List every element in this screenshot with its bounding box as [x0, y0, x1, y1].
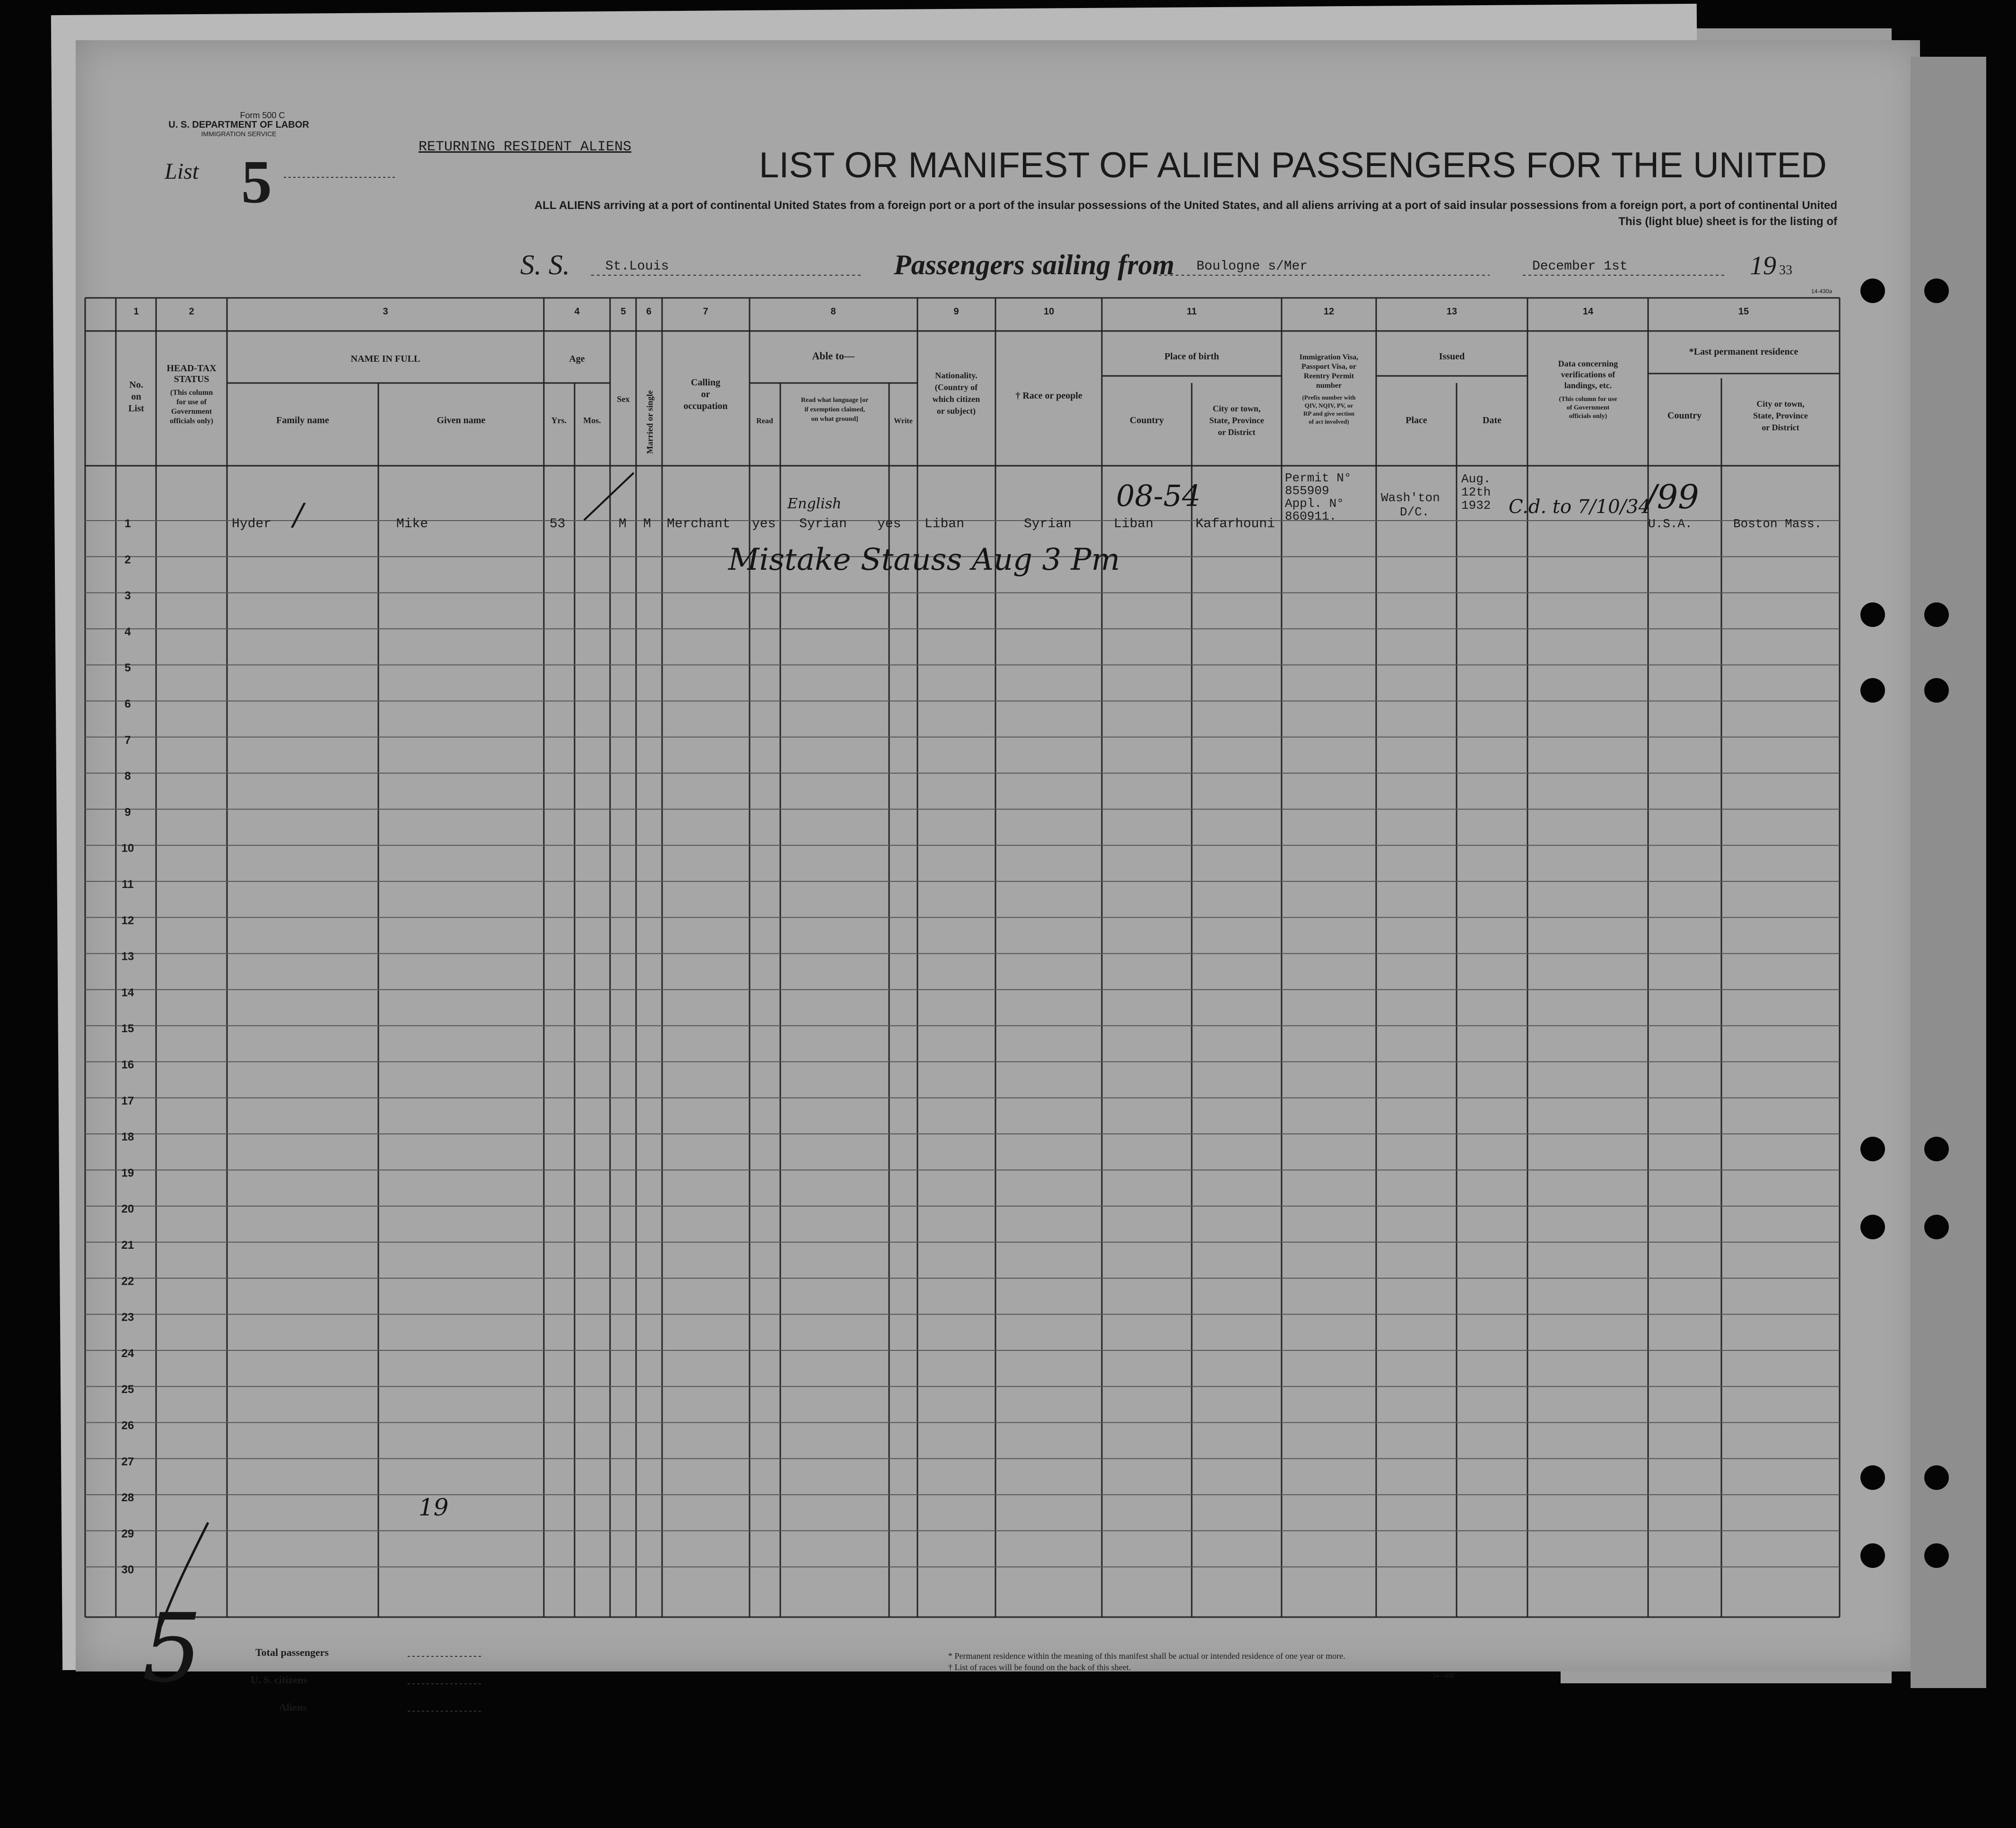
subtitle-line-2: This (light blue) sheet is for the listing of [1618, 215, 1837, 228]
column-number: 13 [1446, 306, 1457, 317]
handwritten-verification-note: C.d. to 7/10/34 [1509, 496, 1650, 518]
row-number: 6 [124, 697, 131, 711]
race: Syrian [1024, 517, 1072, 531]
footnote-residence: * Permanent residence within the meaning of this manifest shall be actual or intended residence of one year or more. [948, 1651, 1345, 1661]
svg-text:for use of: for use of [176, 398, 207, 406]
row-number: 21 [121, 1239, 134, 1252]
header-issued: Issued [1439, 351, 1465, 362]
svg-text:RP and give section: RP and give section [1303, 410, 1354, 417]
language: Syrian [799, 517, 847, 531]
manifest-title: LIST OR MANIFEST OF ALIEN PASSENGERS FOR THE UNITED [759, 145, 1827, 185]
column-number: 11 [1187, 306, 1197, 317]
row-number: 17 [121, 1094, 134, 1107]
header-sex: Sex [617, 394, 630, 404]
svg-text:on what ground]: on what ground] [811, 416, 858, 423]
header-pob-city: City or town, [1213, 404, 1261, 413]
row-number: 11 [122, 878, 134, 891]
row-number: 25 [121, 1383, 134, 1396]
corner-code: 14-430a [1811, 288, 1833, 295]
row-number: 29 [121, 1527, 134, 1541]
header-place-of-birth: Place of birth [1164, 351, 1219, 362]
subtitle-line-1: ALL ALIENS arriving at a port of continental United States from a foreign port or a port of the insular possessions of the United States, and all aliens arriving at a port of said insular possessions from a foreign port, a port of continental United [534, 199, 1837, 212]
handwritten-english: English [787, 496, 842, 512]
header-age: Age [569, 354, 585, 364]
row-number: 19 [121, 1166, 134, 1180]
header-mos: Mos. [583, 416, 601, 425]
header-no: No. [129, 380, 143, 390]
header-given-name: Given name [436, 415, 486, 426]
row-number: 14 [121, 986, 134, 999]
svg-text:or District: or District [1218, 427, 1256, 437]
permit-line-2: 855909 [1285, 484, 1329, 498]
column-number: 7 [703, 306, 708, 317]
can-write: yes [877, 517, 901, 531]
svg-text:landings, etc.: landings, etc. [1564, 381, 1612, 390]
svg-text:Passport Visa, or: Passport Visa, or [1301, 363, 1356, 371]
column-number: 2 [189, 306, 194, 317]
list-label: List [165, 159, 199, 184]
occupation: Merchant [667, 517, 731, 531]
row-number: 22 [121, 1275, 134, 1288]
header-read-language: Read what language [or [801, 397, 869, 404]
row-number: 4 [124, 625, 131, 638]
lr-country: U.S.A. [1648, 517, 1693, 531]
issued-place-line-1: Wash'ton [1381, 491, 1440, 505]
manifest-footer [251, 1646, 1455, 1713]
header-race: † Race or people [1015, 391, 1082, 401]
row-rules [85, 521, 1840, 1567]
row-number: 7 [124, 733, 131, 747]
row-number: 30 [121, 1563, 134, 1576]
header-lr-country: Country [1667, 410, 1702, 421]
svg-text:verifications of: verifications of [1561, 370, 1615, 379]
departure-port: Boulogne s/Mer [1196, 259, 1308, 274]
handwritten-pob-note: 08-54 [1116, 479, 1201, 513]
row-number: 28 [121, 1491, 134, 1505]
ss-label: S. S. [520, 249, 570, 280]
header-write: Write [894, 417, 913, 425]
pob-city: Kafarhouni [1196, 517, 1275, 531]
column-number: 12 [1323, 306, 1335, 317]
handwritten-annotations [142, 473, 1699, 1704]
row-number: 26 [121, 1419, 134, 1432]
issued-place-line-2: D/C. [1400, 505, 1430, 519]
column-number: 3 [383, 306, 388, 317]
column-number: 1 [133, 306, 139, 317]
row-number: 5 [124, 662, 131, 675]
row-number: 20 [121, 1202, 134, 1216]
row-number: 18 [121, 1131, 134, 1144]
lr-city: Boston Mass. [1733, 517, 1822, 531]
header-name-in-full: NAME IN FULL [350, 354, 420, 364]
row-number: 8 [124, 770, 131, 783]
header-read: Read [756, 417, 773, 425]
header-last-residence: *Last permanent residence [1689, 347, 1798, 357]
age-years: 53 [550, 517, 566, 531]
footnote-races: † List of races will be found on the back of this sheet. [948, 1663, 1131, 1672]
category-stamp: RETURNING RESIDENT ALIENS [419, 139, 632, 155]
column-number-row [133, 306, 1749, 317]
svg-text:officials only): officials only) [170, 417, 213, 425]
row-number: 16 [121, 1058, 134, 1071]
svg-text:on: on [131, 392, 141, 402]
svg-text:QIV, NQIV, PV, or: QIV, NQIV, PV, or [1304, 402, 1353, 409]
sex: M [619, 517, 627, 531]
svg-text:Reentry Permit: Reentry Permit [1303, 372, 1354, 380]
total-passengers-label: Total passengers [255, 1646, 329, 1658]
svg-text:if exemption claimed,: if exemption claimed, [804, 406, 865, 413]
header-lr-city: City or town, [1756, 399, 1805, 409]
footer-code: 14—430 [1433, 1672, 1455, 1679]
form-number: Form 500 C [240, 111, 285, 120]
aliens-label: Aliens [279, 1701, 307, 1713]
form-header [164, 111, 1838, 295]
row-number: 27 [121, 1455, 134, 1468]
svg-text:State, Province: State, Province [1209, 416, 1264, 425]
issued-date-line-2: 12th [1461, 485, 1491, 499]
column-number: 15 [1738, 306, 1749, 317]
ship-name: St.Louis [605, 259, 669, 274]
header-issued-date: Date [1483, 415, 1501, 426]
column-number: 8 [830, 306, 836, 317]
row-number: 3 [124, 589, 131, 602]
header-married: Married or single [645, 390, 655, 454]
binder-punch-holes [1860, 279, 1949, 1568]
svg-text:(This column for use: (This column for use [1559, 396, 1617, 403]
column-number: 9 [953, 306, 959, 317]
svg-text:or District: or District [1762, 423, 1799, 432]
row-number: 13 [121, 950, 134, 963]
svg-text:(Prefix number with: (Prefix number with [1302, 394, 1356, 401]
column-number: 4 [574, 306, 580, 317]
sailing-date: December 1st [1532, 259, 1628, 274]
svg-text:STATUS: STATUS [174, 374, 209, 384]
handwritten-margin-number: 5 [142, 1593, 202, 1704]
svg-text:List: List [128, 403, 144, 414]
svg-text:which citizen: which citizen [932, 394, 980, 404]
svg-text:of act involved): of act involved) [1309, 418, 1349, 425]
list-number: 5 [241, 148, 272, 216]
column-number: 10 [1043, 306, 1055, 317]
header-calling: Calling [690, 377, 721, 388]
column-number: 5 [620, 306, 626, 317]
permit-line-1: Permit N° [1285, 471, 1352, 485]
handwritten-annotation: Mistake Stauss Aug 3 Pm [728, 542, 1120, 577]
issued-date-line-3: 1932 [1461, 498, 1491, 513]
row-number: 10 [121, 842, 134, 855]
svg-text:Government: Government [171, 408, 212, 416]
department-label: U. S. DEPARTMENT OF LABOR [168, 120, 309, 130]
row-number: 9 [124, 806, 131, 819]
column-number: 6 [646, 306, 652, 317]
row-number: 23 [121, 1311, 134, 1324]
can-read: yes [752, 517, 776, 531]
svg-text:(This column: (This column [170, 389, 213, 397]
marital-status: M [643, 517, 651, 531]
header-yrs: Yrs. [551, 416, 567, 425]
svg-text:officials only): officials only) [1569, 413, 1607, 420]
header-pob-country: Country [1129, 415, 1164, 426]
row-number: 12 [121, 914, 134, 927]
header-visa: Immigration Visa, [1299, 353, 1359, 361]
year-suffix: 33 [1779, 263, 1792, 278]
header-able-to: Able to— [812, 350, 855, 362]
row-number: 15 [121, 1022, 134, 1036]
service-label: IMMIGRATION SERVICE [201, 130, 277, 138]
svg-text:number: number [1316, 382, 1342, 390]
handwritten-check-mark: / [293, 497, 304, 532]
row-number-column [122, 517, 134, 1576]
svg-text:or: or [701, 389, 710, 400]
handwritten-page-count: 19 [419, 1494, 449, 1521]
family-name: Hyder [232, 517, 272, 531]
issued-date-line-1: Aug. [1461, 472, 1491, 486]
row-number: 24 [121, 1347, 134, 1360]
column-headers [128, 347, 1808, 454]
permit-line-3: Appl. N° [1285, 496, 1344, 511]
header-verifications: Data concerning [1558, 359, 1618, 368]
svg-text:State, Province: State, Province [1753, 411, 1808, 420]
pob-country: Liban [1114, 517, 1154, 531]
us-citizens-label: U. S. citizens [251, 1674, 307, 1686]
header-head-tax: HEAD-TAX [166, 363, 217, 374]
handwritten-residence-note: /99 [1646, 478, 1699, 516]
svg-text:of Government: of Government [1566, 404, 1610, 411]
header-family-name: Family name [276, 415, 329, 426]
given-name: Mike [396, 517, 428, 531]
header-issued-place: Place [1405, 415, 1427, 426]
svg-text:(Country of: (Country of [934, 383, 978, 392]
permit-line-4: 860911. [1285, 509, 1337, 523]
header-nationality: Nationality. [935, 371, 977, 380]
row-number: 1 [124, 517, 131, 530]
sailing-label: Passengers sailing from [894, 249, 1175, 280]
row-number: 2 [124, 553, 131, 566]
svg-text:occupation: occupation [683, 401, 728, 411]
column-number: 14 [1582, 306, 1594, 317]
svg-text:or subject): or subject) [936, 406, 976, 416]
year-prefix: 19 [1750, 251, 1776, 280]
nationality: Liban [925, 517, 965, 531]
